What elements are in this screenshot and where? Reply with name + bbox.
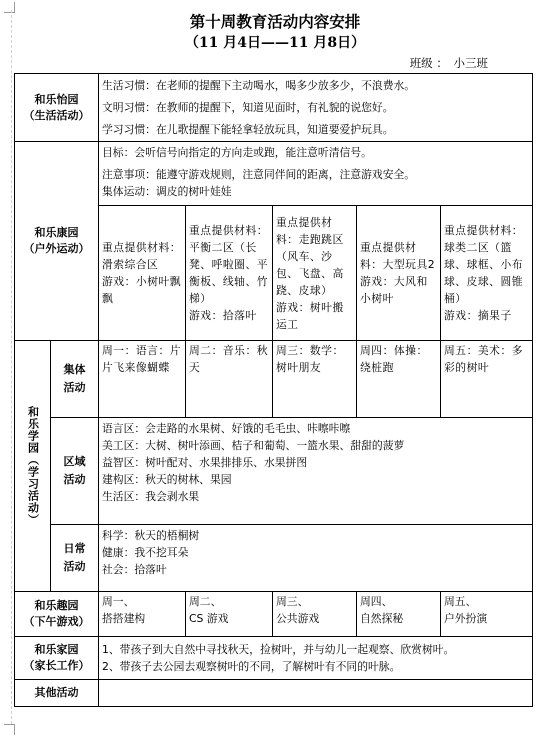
play-day-fri: 周五、 户外扮演	[441, 592, 533, 637]
play-day-mon: 周一、 搭搭建构	[99, 592, 186, 637]
other-content	[99, 680, 533, 707]
class-info	[408, 55, 488, 71]
outdoor-zone-2: 重点提供材料：平衡二区（长凳、呼啦圈、平衡板、线轴、竹梯） 游戏：拾落叶	[186, 206, 273, 341]
page-title: 第十周教育活动内容安排	[189, 12, 361, 31]
schedule-table	[14, 73, 533, 707]
play-header: 和乐趣园 （下午游戏）	[15, 592, 99, 637]
daily-line: 健康：我不挖耳朵	[102, 546, 189, 559]
home-row	[15, 637, 533, 680]
other-header: 其他活动	[15, 680, 99, 707]
home-header: 和乐家园 （家长工作）	[15, 637, 99, 680]
other-row	[15, 680, 533, 707]
page-margin-guide	[11, 10, 12, 724]
group-day-thu: 周四：体操：绕桩跑	[357, 341, 441, 418]
play-row	[15, 592, 533, 637]
learning-daily-row	[15, 525, 533, 592]
outdoor-zone-4: 重点提供材料：大型玩具2 游戏：大风和小树叶	[357, 206, 441, 341]
daily-line: 社会：拾落叶	[102, 563, 167, 576]
daily-activity-content	[99, 525, 533, 592]
group-day-wed: 周三：数学：树叶朋友	[273, 341, 357, 418]
outdoor-zone-3: 重点提供材料：走跑跳区（风车、沙包、飞盘、高跷、皮球） 游戏：树叶搬运工	[273, 206, 357, 341]
area-line: 语言区：会走路的水果树、好饿的毛毛虫、咔嚓咔嚓	[102, 422, 351, 435]
home-line: 1、带孩子到大自然中寻找秋天，捡树叶，并与幼儿一起观察、欣赏树叶。	[102, 643, 455, 656]
life-line: 生活习惯：在老师的提醒下主动喝水，喝多少放多少，不浪费水。	[102, 79, 416, 92]
date-range: （11 月4日——11 月8日）	[184, 35, 366, 51]
life-content	[99, 74, 533, 142]
life-row	[15, 74, 533, 142]
outdoor-zone-1: 重点提供材料：滑索综合区 游戏：小树叶飘飘	[99, 206, 186, 341]
class-name: 小三班	[453, 56, 488, 70]
outdoor-goal: 目标：会听信号向指定的方向走或跑，能注意听清信号。	[102, 146, 372, 159]
outdoor-goals	[99, 142, 533, 206]
life-line: 学习习惯：在儿歌提醒下能轻拿轻放玩具，知道要爱护玩具。	[102, 123, 394, 136]
life-header: 和乐怡园 （生活活动）	[15, 74, 99, 142]
area-line: 美工区：大树、树叶添画、桔子和葡萄、一篮水果、甜甜的菠萝	[102, 439, 405, 452]
outdoor-row	[15, 142, 533, 206]
learning-header: 和乐学园（学习活动）	[15, 341, 51, 592]
page-corner-mark-bottom	[4, 724, 15, 735]
area-line: 建构区：秋天的树林、果园	[102, 473, 232, 486]
outdoor-header: 和乐康园 （户外运动）	[15, 142, 99, 341]
home-line: 2、带孩子去公园去观察树叶的不同，了解树叶有不同的叶脉。	[102, 660, 401, 673]
area-line: 生活区：我会剥水果	[102, 490, 200, 503]
area-line: 益智区：树叶配对、水果排排乐、水果拼图	[102, 456, 308, 469]
group-day-mon: 周一：语言：片片飞来像蝴蝶	[99, 341, 186, 418]
play-day-wed: 周三、 公共游戏	[273, 592, 357, 637]
daily-activity-header: 日常 活动	[51, 525, 99, 592]
area-activity-content	[99, 418, 533, 525]
outdoor-group-game: 集体运动：调皮的树叶娃娃	[102, 185, 232, 198]
class-label: 班级 ：	[409, 56, 448, 70]
area-activity-header: 区域 活动	[51, 418, 99, 525]
learning-area-row	[15, 418, 533, 525]
outdoor-notes: 注意事项：能遵守游戏规则，注意同伴间的距离，注意游戏安全。	[102, 168, 416, 181]
group-day-tue: 周二：音乐：秋天	[186, 341, 273, 418]
group-activity-header: 集体 活动	[51, 341, 99, 418]
play-day-tue: 周二、 CS 游戏	[186, 592, 273, 637]
life-line: 文明习惯：在教师的提醒下，知道见面时，有礼貌的说您好。	[102, 101, 394, 114]
home-content	[99, 637, 533, 680]
learning-group-row	[15, 341, 533, 418]
outdoor-zone-5: 重点提供材料：球类二区（篮球、球框、小布球、皮球、圆锥桶） 游戏：摘果子	[441, 206, 533, 341]
play-day-thu: 周四、 自然探秘	[357, 592, 441, 637]
daily-line: 科学：秋天的梧桐树	[102, 529, 200, 542]
group-day-fri: 周五：美术：多彩的树叶	[441, 341, 533, 418]
